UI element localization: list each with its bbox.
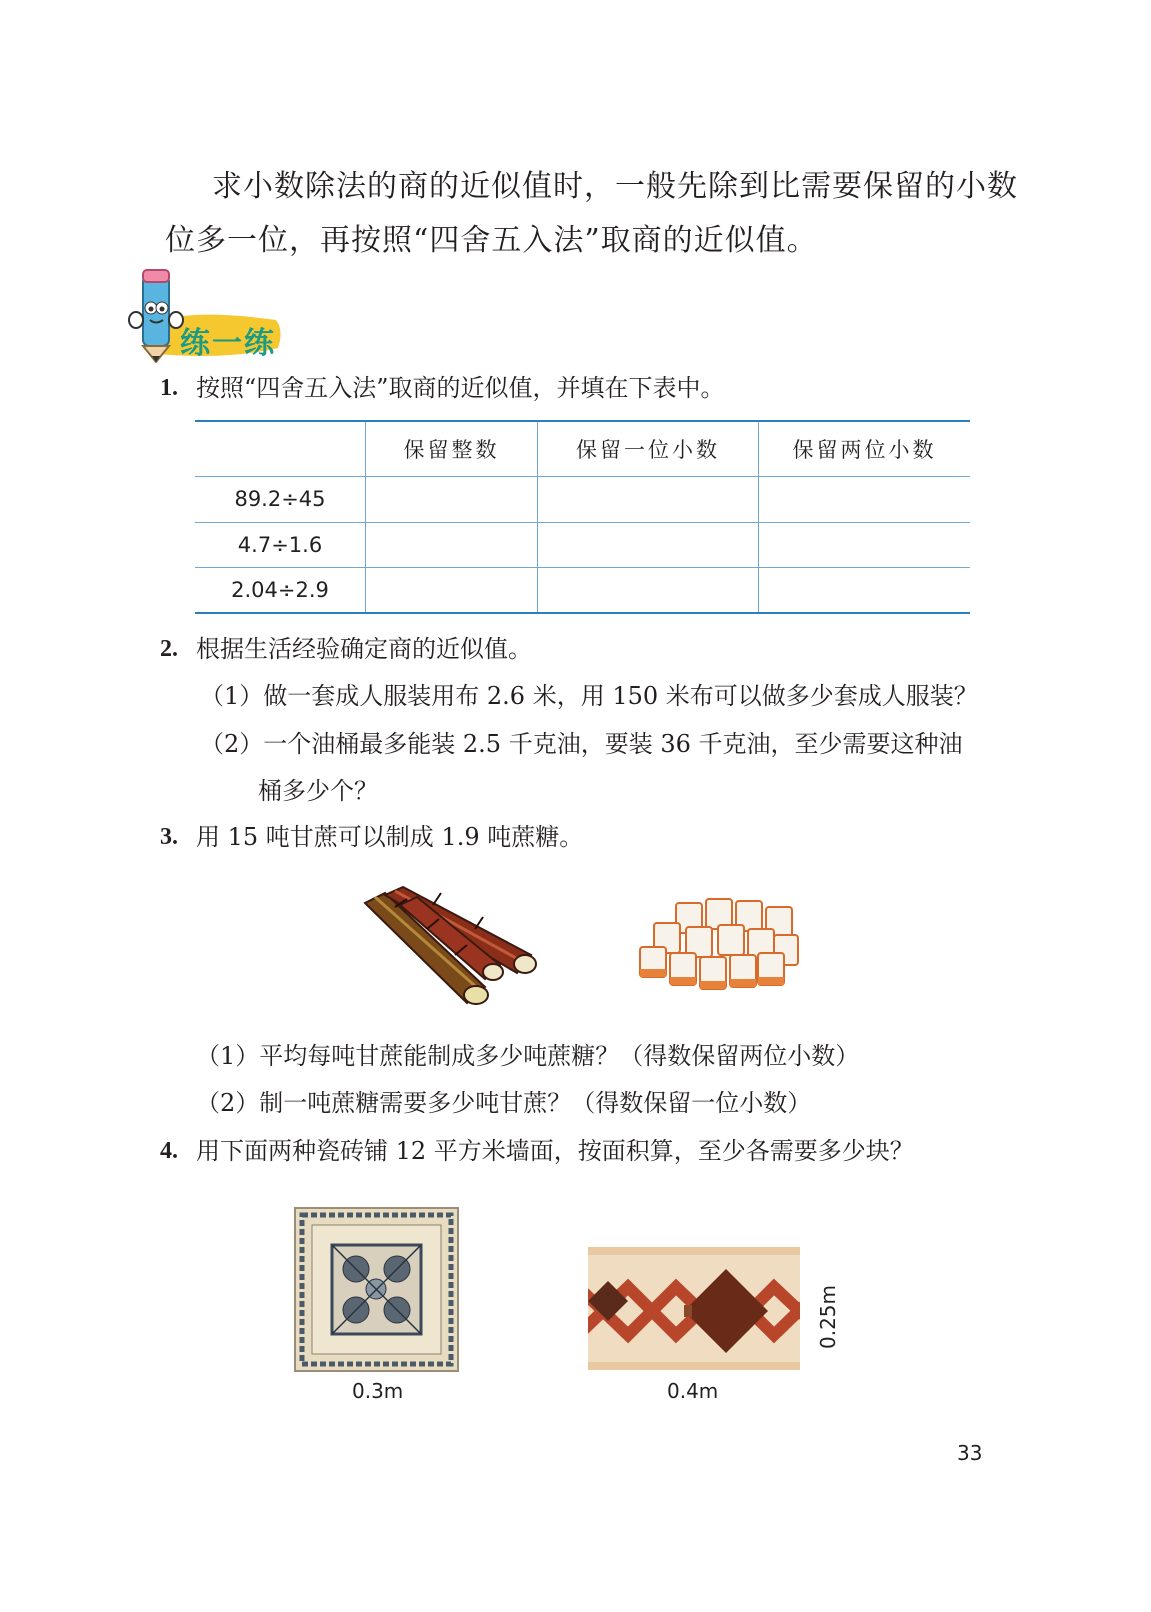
rectangle-tile-height-label: 0.25m bbox=[816, 1284, 841, 1350]
question-1-number: 1. bbox=[160, 375, 178, 401]
table-header-two-decimal: 保留两位小数 bbox=[759, 421, 971, 477]
page-number: 33 bbox=[957, 1441, 983, 1465]
question-3-part-1: （1）平均每吨甘蔗能制成多少吨蔗糖？（得数保留两位小数） bbox=[196, 1042, 860, 1070]
answer-cell[interactable] bbox=[366, 522, 538, 567]
question-4 bbox=[160, 1135, 980, 1167]
intro-paragraph bbox=[165, 160, 1025, 268]
question-1-text: 按照“四舍五入法”取商的近似值，并填在下表中。 bbox=[196, 374, 725, 402]
approximation-table bbox=[195, 420, 970, 614]
question-3-part-2: （2）制一吨蔗糖需要多少吨甘蔗？（得数保留一位小数） bbox=[196, 1089, 812, 1117]
question-2-text: 根据生活经验确定商的近似值。 bbox=[196, 635, 532, 663]
square-tile-image bbox=[294, 1207, 459, 1372]
table-row bbox=[195, 477, 970, 522]
table-row bbox=[195, 522, 970, 567]
practice-badge-label: 练一练 bbox=[180, 326, 276, 361]
table-header-integer: 保留整数 bbox=[366, 421, 538, 477]
question-2-part-1: （1）做一套成人服装用布 2.6 米，用 150 米布可以做多少套成人服装？ bbox=[200, 682, 978, 710]
table-header-row bbox=[195, 421, 970, 477]
answer-cell[interactable] bbox=[538, 567, 759, 613]
question-2 bbox=[160, 633, 980, 665]
intro-line-2: 位多一位，再按照“四舍五入法”取商的近似值。 bbox=[165, 223, 818, 258]
table-header-one-decimal: 保留一位小数 bbox=[538, 421, 759, 477]
table-row-expression: 89.2÷45 bbox=[195, 477, 366, 522]
question-3-text: 用 15 吨甘蔗可以制成 1.9 吨蔗糖。 bbox=[196, 823, 584, 851]
answer-cell[interactable] bbox=[538, 522, 759, 567]
rectangle-tile-width-label: 0.4m bbox=[667, 1379, 719, 1403]
table-row-expression: 2.04÷2.9 bbox=[195, 567, 366, 613]
answer-cell[interactable] bbox=[538, 477, 759, 522]
table-header-corner bbox=[195, 421, 366, 477]
table-row-expression: 4.7÷1.6 bbox=[195, 522, 366, 567]
question-2-number: 2. bbox=[160, 636, 178, 662]
sugar-bags-image bbox=[636, 895, 801, 1000]
answer-cell[interactable] bbox=[759, 522, 971, 567]
rectangle-tile-image bbox=[588, 1247, 800, 1370]
question-2-part-2-continued: 桶多少个？ bbox=[258, 777, 378, 805]
square-tile-width-label: 0.3m bbox=[352, 1379, 404, 1403]
question-3 bbox=[160, 821, 980, 853]
question-1 bbox=[160, 372, 980, 404]
practice-badge bbox=[128, 268, 288, 363]
sugarcane-image bbox=[355, 885, 545, 1025]
question-4-number: 4. bbox=[160, 1138, 178, 1164]
question-2-part-2: （2）一个油桶最多能装 2.5 千克油，要装 36 千克油，至少需要这种油 bbox=[200, 730, 963, 758]
intro-line-1: 求小数除法的商的近似值时，一般先除到比需要保留的小数 bbox=[212, 169, 1018, 204]
answer-cell[interactable] bbox=[366, 567, 538, 613]
table-row bbox=[195, 567, 970, 613]
question-4-text: 用下面两种瓷砖铺 12 平方米墙面，按面积算，至少各需要多少块？ bbox=[196, 1137, 914, 1165]
answer-cell[interactable] bbox=[366, 477, 538, 522]
answer-cell[interactable] bbox=[759, 567, 971, 613]
answer-cell[interactable] bbox=[759, 477, 971, 522]
question-3-number: 3. bbox=[160, 824, 178, 850]
